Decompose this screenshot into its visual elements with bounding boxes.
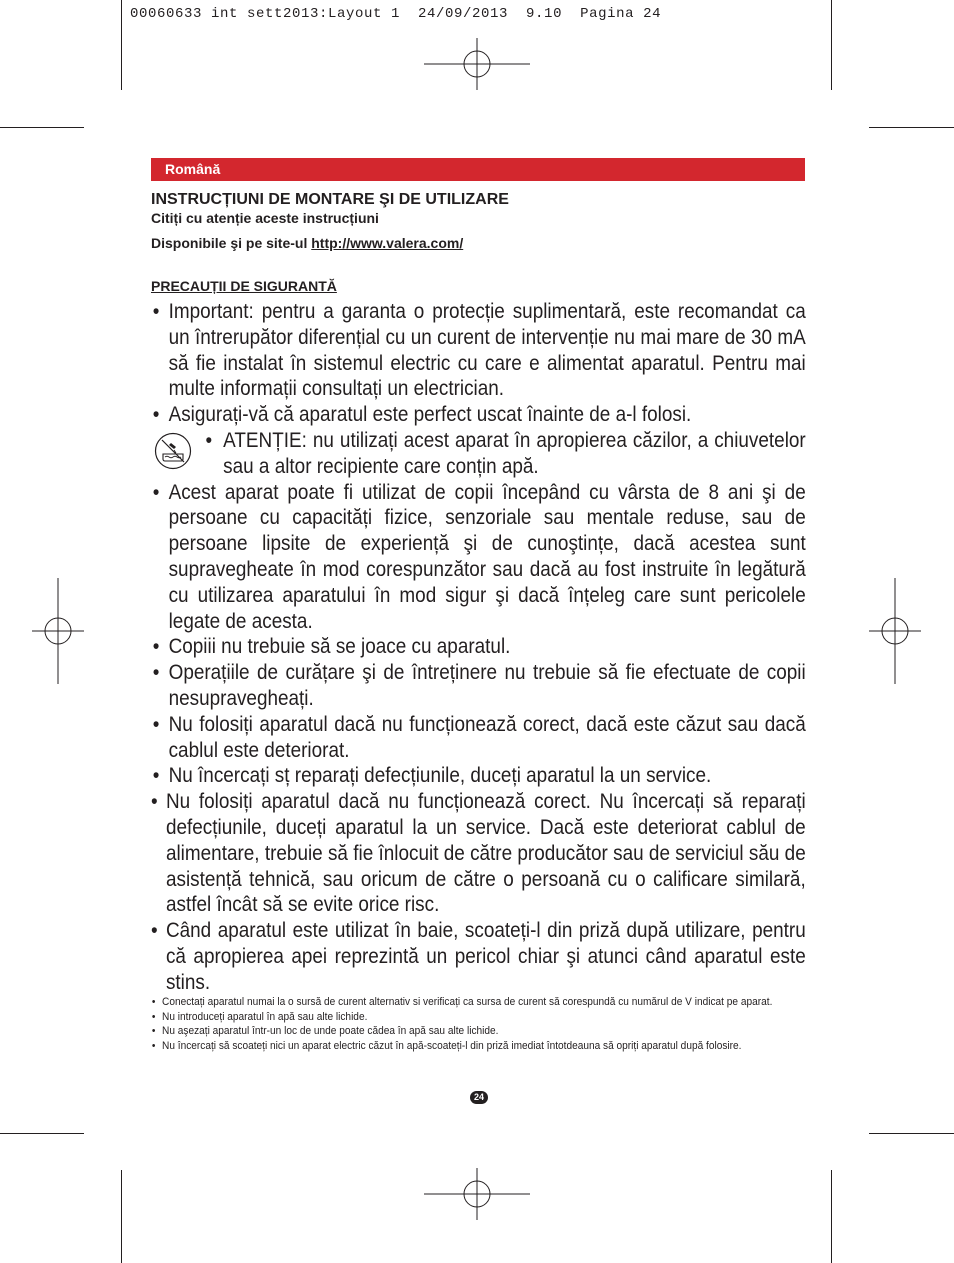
- note-item: • Nu aşezați aparatul într-un loc de unde poate cădea în apă sau alte lichide.: [151, 1024, 806, 1039]
- crop-mark: [0, 127, 84, 128]
- section-title: PRECAUȚII DE SIGURANTĂ: [151, 278, 337, 294]
- list-item: • Nu folosiți aparatul dacă nu funcționează corect. Nu încercați să reparați defecțiunile, duceți aparatul la un service. Dacă este deteriorat cablul de alimentare, trebuie să fie înlocuit de către producător sau de serviciul său de asistență tehnică, sau oricum de către o persoană cu o calificare similară, astfel încât să se evite orice risc.: [151, 789, 806, 918]
- note-item: • Nu introduceți aparatul în apă sau alte lichide.: [151, 1010, 806, 1025]
- additional-notes-list: [151, 995, 773, 1053]
- list-item: • Când aparatul este utilizat în baie, scoateți-l din priză după utilizare, pentru că apropierea apei reprezintă un pericol chiar şi atunci când aparatul este stins.: [151, 918, 806, 995]
- registration-mark-top: [424, 38, 530, 90]
- list-item: • Asigurați-vă că aparatul este perfect uscat înainte de a-l folosi.: [151, 402, 806, 428]
- language-label: Română: [165, 161, 221, 177]
- safety-precautions-list: [151, 299, 806, 996]
- note-item: • Conectați aparatul numai la o sursă de curent alternativ si verificați ca sursa de curent să corespundă cu numărul de V indicat pe aparat.: [151, 995, 806, 1010]
- availability-line: [151, 235, 463, 251]
- list-item-warning: • ATENȚIE: nu utilizați acest aparat în apropierea căzilor, a chiuvetelor sau a altor recipiente care conțin apă.: [204, 428, 806, 480]
- print-slug: 00060633 int sett2013:Layout 1 24/09/2013 9.10 Pagina 24: [130, 6, 662, 22]
- crop-mark: [831, 0, 832, 90]
- note-item: • Nu încercați să scoateți nici un aparat electric căzut în apă-scoateți-l din priză imediat întotdeauna să opriți aparatul după folosire.: [151, 1039, 806, 1054]
- read-instructions-note: Citiți cu atenție aceste instrucțiuni: [151, 210, 379, 226]
- list-item: • Acest aparat poate fi utilizat de copii începând cu vârsta de 8 ani şi de persoane cu capacități fizice, senzoriale sau mentale reduse, sau de persoane lipsite de experiență şi de cunoştințe, dacă acestea sunt supravegheate în mod corespunzător sau dacă au fost instruite în legătură cu utilizarea aparatului în mod sigur şi dacă înțeleg care sunt pericolele legate de acesta.: [151, 480, 806, 635]
- crop-mark: [0, 1133, 84, 1134]
- list-item: • Nu încercați sț reparați defecțiunile, duceți aparatul la un service.: [151, 763, 806, 789]
- availability-prefix: Disponibile şi pe site-ul: [151, 235, 312, 251]
- crop-mark: [121, 0, 122, 90]
- registration-mark-left: [32, 578, 84, 684]
- crop-mark: [831, 1170, 832, 1263]
- page-title: INSTRUCȚIUNI DE MONTARE ŞI DE UTILIZARE: [151, 191, 509, 208]
- crop-mark: [869, 127, 954, 128]
- crop-mark: [869, 1133, 954, 1134]
- list-item: • Nu folosiți aparatul dacă nu funcționează corect, dacă este căzut sau dacă cablul este deteriorat.: [151, 712, 806, 764]
- language-bar: [151, 158, 805, 181]
- registration-mark-right: [869, 578, 921, 684]
- crop-mark: [121, 1170, 122, 1263]
- list-item: • Operațiile de curățare şi de întreținere nu trebuie să fie efectuate de copii nesupravegheați.: [151, 660, 806, 712]
- list-item: • Copiii nu trebuie să se joace cu aparatul.: [151, 634, 806, 660]
- page-number: 24: [470, 1091, 488, 1104]
- list-item: • Important: pentru a garanta o protecție suplimentară, este recomandat ca un întrerupător diferențial cu un curent de intervenție nu mai mare de 30 mA să fie instalat în sistemul electric cu care e alimentat aparatul. Pentru mai multe informații consultați un electrician.: [151, 299, 806, 402]
- website-link[interactable]: http://www.valera.com/: [311, 235, 464, 251]
- registration-mark-bottom: [424, 1168, 530, 1220]
